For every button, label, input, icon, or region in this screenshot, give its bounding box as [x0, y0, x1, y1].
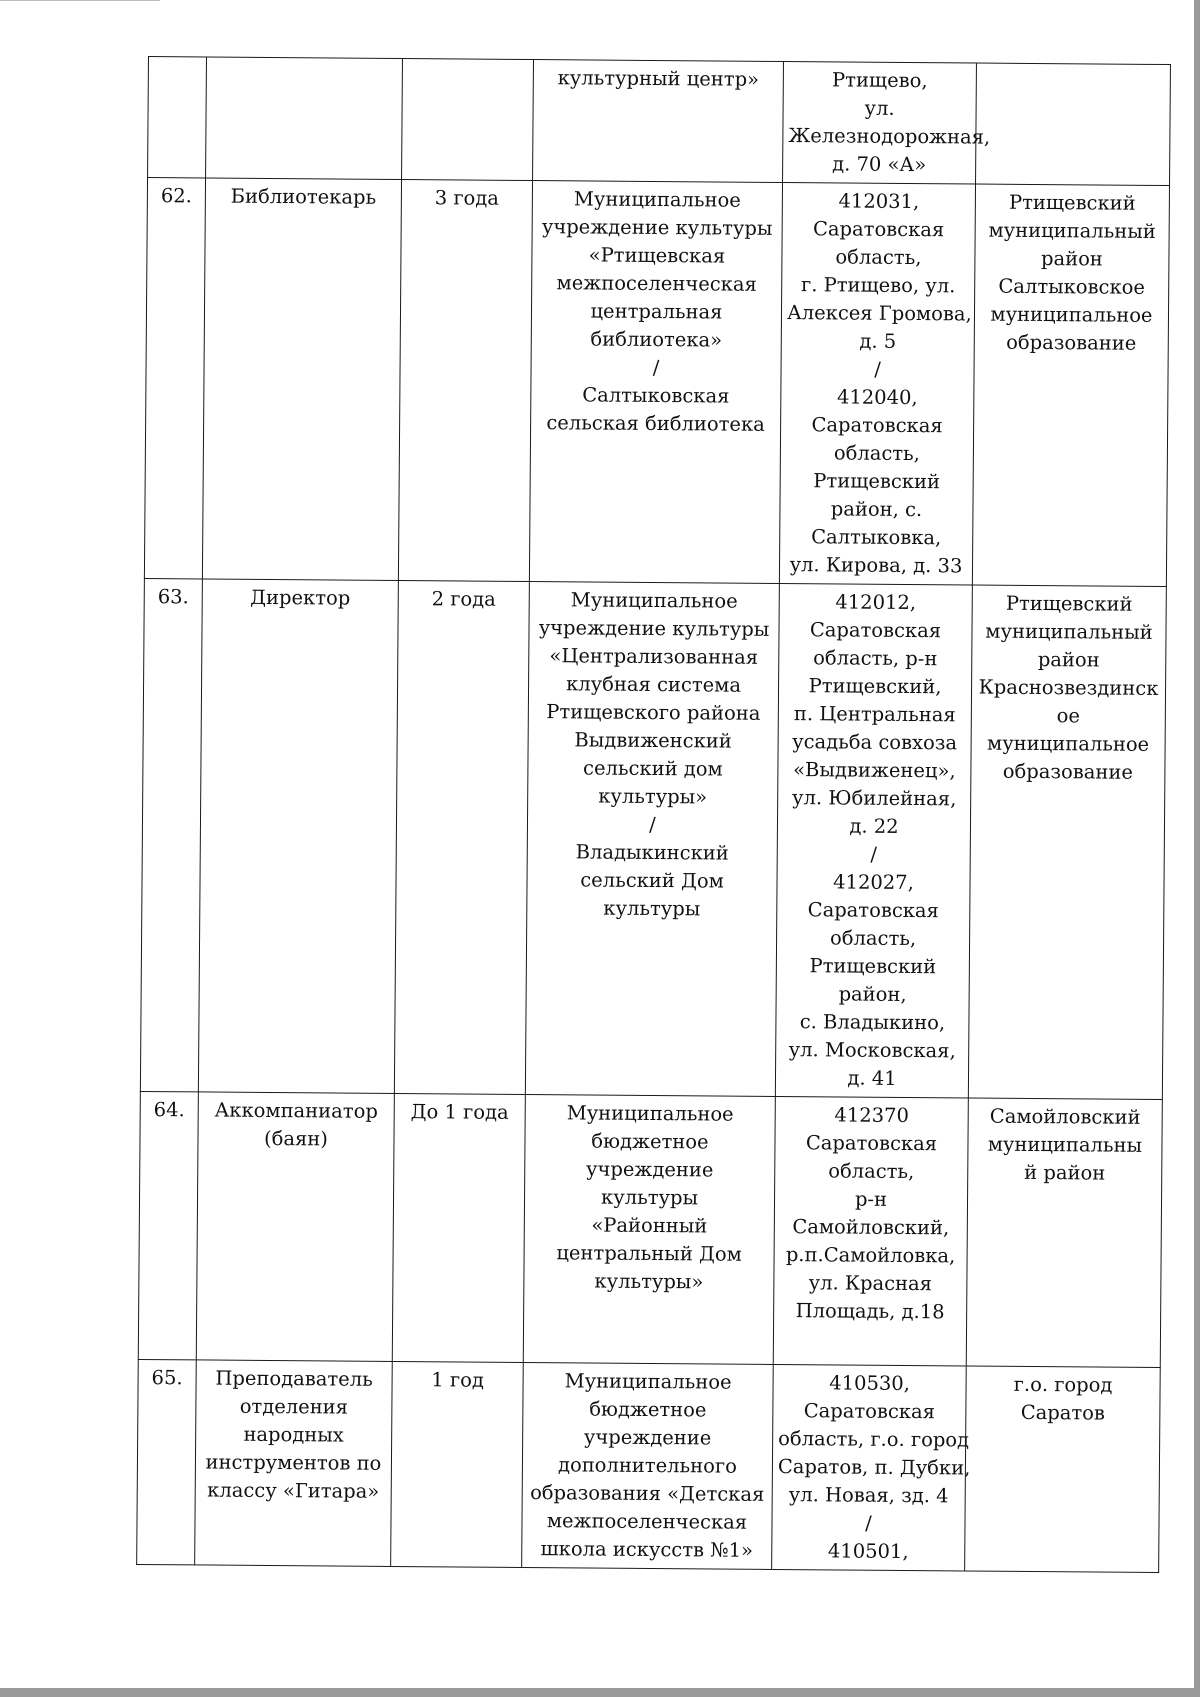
district-cell-line: Краснозвездинск: [978, 675, 1159, 700]
table-row: [138, 1091, 1162, 1367]
row-number: [137, 1359, 197, 1564]
vacancy-table-body: [137, 57, 1171, 1573]
address-cell-line: усадьба совхоза: [792, 730, 958, 755]
organization-cell-line: /: [649, 812, 656, 837]
organization-cell-line: культурный центр»: [557, 66, 760, 91]
scan-edge-mark: [0, 0, 160, 1]
address-cell-line: Площадь, д.18: [795, 1299, 945, 1324]
address-cell-line: Ртищевский: [809, 954, 937, 979]
table-row: [148, 57, 1171, 186]
row-number: [138, 1091, 198, 1359]
address-cell-line: 412027,: [833, 870, 914, 895]
district-cell-line: Салтыковское: [998, 274, 1146, 299]
page-edge-bottom: [0, 1688, 1200, 1697]
address-cell-line: р-н: [854, 1187, 888, 1211]
position-cell-line: инструментов по: [205, 1450, 382, 1475]
term-cell: [392, 1093, 525, 1362]
position-cell: [206, 57, 403, 180]
address-cell-line: Саратовская: [805, 1131, 938, 1156]
address-cell-line: область, р-н: [813, 646, 938, 671]
term-cell-text: [408, 63, 528, 64]
organization-cell: [533, 60, 784, 183]
organization-cell-line: сельская библиотека: [546, 411, 765, 436]
district-cell-line: ое: [1056, 704, 1081, 728]
organization-cell-line: «Районный: [591, 1213, 708, 1238]
organization-cell-line: учреждение: [585, 1157, 714, 1182]
address-cell-line: д. 70 «А»: [832, 152, 927, 177]
address-cell-line: Саратовская: [809, 618, 942, 643]
organization-cell-line: культуры»: [594, 1269, 704, 1294]
organization-cell-line: сельский дом: [582, 756, 723, 781]
term-cell: [402, 58, 534, 180]
address-cell-line: Самойловский,: [792, 1215, 950, 1240]
address-cell-line: Саратов, п. Дубки,: [777, 1454, 971, 1480]
page-edge-right: [1194, 0, 1200, 1697]
district-cell-line: муниципальный: [988, 218, 1156, 243]
address-cell: [779, 182, 975, 585]
address-cell-line: область, г.о. город: [778, 1426, 970, 1452]
organization-cell-line: школа искусств №1»: [540, 1537, 754, 1562]
address-cell-line: /: [874, 357, 881, 381]
term-cell-text: 1 год: [431, 1368, 484, 1392]
organization-cell-line: Владыкинский: [575, 840, 729, 865]
address-cell-line: Алексея Громова,: [786, 301, 972, 326]
address-cell-line: /: [870, 842, 878, 866]
organization-cell-line: учреждение культуры: [538, 616, 770, 641]
position-cell: [198, 579, 398, 1094]
address-cell-line: район,: [838, 982, 907, 1006]
organization-cell-line: культуры: [603, 896, 701, 921]
address-cell-line: Ртищево,: [831, 68, 928, 93]
vacancy-table: [136, 56, 1171, 1573]
organization-cell-line: сельский Дом: [580, 868, 724, 893]
district-cell-line: муниципальный: [985, 619, 1153, 644]
table-row: [137, 1359, 1161, 1572]
address-cell-line: 410530,: [829, 1371, 911, 1396]
district-cell-line: Ртищевский: [1005, 591, 1133, 616]
address-cell-line: /: [865, 1511, 872, 1535]
organization-cell-line: бюджетное: [591, 1129, 709, 1154]
address-cell-line: область,: [829, 926, 917, 951]
address-cell: [783, 61, 991, 184]
district-cell: [966, 1098, 1162, 1368]
term-cell-text: 3 года: [434, 186, 500, 210]
organization-cell-line: образования «Детская: [530, 1481, 765, 1506]
address-cell-line: Железнодорожная,: [788, 124, 991, 149]
organization-cell-line: Выдвиженский: [574, 728, 732, 753]
row-number-text: 65.: [151, 1366, 183, 1390]
district-cell: [972, 184, 1169, 587]
address-cell-line: с. Владыкино,: [799, 1010, 946, 1035]
district-cell-line: муниципальное: [990, 302, 1153, 327]
address-cell-line: д. 41: [847, 1066, 897, 1090]
position-cell-line: Преподаватель: [215, 1366, 373, 1391]
address-cell-line: Саратовская: [807, 898, 939, 923]
position-cell-line: отделения: [239, 1394, 349, 1419]
district-cell-line: й район: [1024, 1160, 1106, 1185]
organization-cell-line: учреждение культуры: [541, 215, 773, 240]
district-cell-line: муниципальное: [986, 731, 1150, 756]
term-cell: [394, 580, 529, 1094]
address-cell-line: ул.: [864, 96, 895, 120]
address-cell-line: д. 5: [859, 329, 897, 353]
address-cell-line: область,: [828, 1159, 915, 1184]
term-cell: [391, 1361, 524, 1567]
district-cell-line: муниципальны: [987, 1132, 1143, 1157]
organization-cell-line: культуры»: [598, 784, 708, 809]
organization-cell-line: центральный Дом: [556, 1241, 742, 1266]
address-cell-line: Ртищевский: [813, 469, 941, 494]
district-cell: [968, 585, 1166, 1100]
row-number-text: 62.: [160, 184, 192, 208]
organization-cell-line: бюджетное: [589, 1397, 707, 1422]
organization-cell-line: Ртищевского района: [546, 700, 761, 725]
address-cell-line: 412012,: [835, 590, 917, 615]
position-cell-line: Аккомпаниатор: [214, 1098, 378, 1123]
organization-cell: [523, 1094, 775, 1364]
position-cell-line: (баян): [263, 1126, 329, 1151]
organization-cell-line: Муниципальное: [564, 1369, 732, 1394]
row-number-text: 64.: [153, 1098, 185, 1122]
address-cell-line: Ртищевский,: [808, 674, 942, 699]
organization-cell-line: /: [652, 355, 660, 380]
organization-cell-line: «Централизованная: [549, 644, 759, 669]
address-cell-line: 412040,: [836, 385, 918, 410]
organization-cell: [529, 181, 782, 584]
district-cell-line: Ртищевский: [1008, 190, 1136, 215]
organization-cell-line: Муниципальное: [566, 1101, 734, 1126]
position-cell: [195, 1360, 393, 1567]
organization-cell-line: Муниципальное: [570, 588, 738, 613]
district-cell-line: район: [1037, 648, 1100, 672]
row-number: [140, 578, 202, 1091]
term-cell-text: До 1 года: [410, 1100, 509, 1124]
district-cell-line: образование: [1006, 330, 1137, 355]
organization-cell: [525, 582, 779, 1097]
address-cell-line: область,: [833, 441, 921, 466]
address-cell-line: п. Центральная: [793, 702, 956, 727]
organization-cell-line: культуры: [600, 1185, 699, 1210]
address-cell: [775, 583, 972, 1097]
position-cell-line: классу «Гитара»: [207, 1478, 380, 1503]
position-cell-line: Библиотекарь: [230, 184, 377, 209]
district-cell: [965, 1366, 1161, 1573]
address-cell-line: район, с.: [830, 497, 923, 522]
address-cell-line: ул. Новая, зд. 4: [788, 1483, 949, 1508]
organization-cell-line: Салтыковская: [582, 383, 730, 408]
term-cell-text: 2 года: [431, 587, 496, 611]
organization-cell-line: учреждение: [583, 1425, 712, 1450]
organization-cell: [522, 1362, 774, 1569]
row-number: [144, 178, 205, 579]
address-cell-line: ул. Красная: [808, 1271, 933, 1296]
table-row: [144, 178, 1169, 587]
row-number-text: 63.: [157, 585, 189, 609]
district-cell: [976, 63, 1171, 186]
address-cell-line: Саратовская: [811, 413, 943, 438]
address-cell-line: «Выдвиженец»,: [793, 758, 956, 783]
address-cell: [773, 1096, 968, 1366]
organization-cell-line: дополнительного: [557, 1453, 737, 1478]
address-cell-line: 412031,: [838, 189, 920, 214]
district-cell-line: г.о. город: [1013, 1372, 1113, 1397]
address-cell-line: ул. Кирова, д. 33: [789, 553, 963, 578]
address-cell: [772, 1364, 971, 1571]
organization-cell-line: центральная: [590, 299, 723, 324]
district-cell-line: район: [1040, 247, 1103, 271]
address-cell-line: ул. Юбилейная,: [791, 786, 957, 811]
organization-cell-line: межпоселенческая: [546, 1509, 748, 1534]
address-cell-line: Салтыковка,: [811, 525, 942, 550]
organization-cell-line: библиотека»: [590, 327, 723, 352]
address-cell-line: Саратовская: [803, 1399, 936, 1424]
address-cell-line: д. 22: [849, 814, 899, 838]
term-cell: [398, 179, 532, 581]
address-cell-line: ул. Московская,: [788, 1038, 956, 1063]
organization-cell-line: Муниципальное: [573, 187, 741, 212]
district-cell-line: Самойловский: [989, 1104, 1141, 1129]
address-cell-line: р.п.Самойловка,: [785, 1243, 956, 1268]
position-cell: [202, 178, 401, 581]
address-cell-line: 412370: [834, 1103, 910, 1128]
address-cell-line: г. Ртищево, ул.: [800, 273, 956, 298]
row-number: [148, 57, 207, 178]
position-cell: [196, 1092, 394, 1362]
address-cell-line: 410501,: [827, 1539, 909, 1564]
district-cell-line: образование: [1002, 759, 1134, 784]
table-row: [140, 578, 1166, 1099]
address-cell-line: область,: [835, 245, 922, 270]
organization-cell-line: межпоселенческая: [556, 271, 757, 296]
district-cell-line: Саратов: [1020, 1400, 1106, 1425]
address-cell-line: Саратовская: [812, 217, 945, 242]
organization-cell-line: клубная система: [566, 672, 742, 697]
position-cell-line: Директор: [250, 585, 351, 610]
organization-cell-line: «Ртищевская: [588, 243, 726, 268]
position-cell-line: народных: [243, 1422, 344, 1447]
